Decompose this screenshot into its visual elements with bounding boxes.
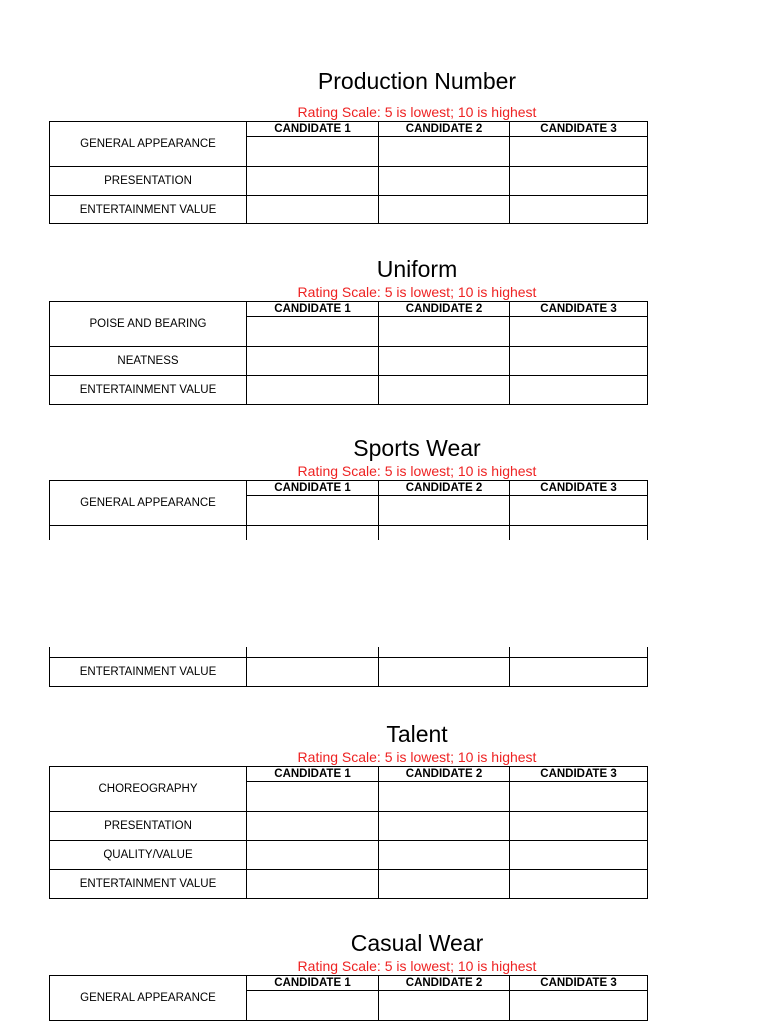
candidate-header: CANDIDATE 1: [247, 767, 379, 782]
score-cell[interactable]: [247, 496, 379, 526]
section-title: Talent: [386, 721, 448, 747]
score-cell[interactable]: [379, 812, 510, 841]
candidate-header: CANDIDATE 2: [379, 976, 510, 991]
candidate-header: CANDIDATE 3: [510, 302, 648, 317]
score-cell[interactable]: [379, 782, 510, 812]
score-cell[interactable]: [379, 137, 510, 167]
rating-scale: Rating Scale: 5 is lowest; 10 is highest: [297, 749, 537, 765]
criterion-label: ENTERTAINMENT VALUE: [50, 376, 247, 405]
score-cell[interactable]: [247, 137, 379, 167]
criterion-label: ENTERTAINMENT VALUE: [50, 658, 247, 687]
page-break-gap: [0, 540, 768, 647]
score-table: [49, 121, 648, 224]
candidate-header: CANDIDATE 2: [379, 767, 510, 782]
score-cell[interactable]: [379, 376, 510, 405]
score-cell[interactable]: [379, 196, 510, 224]
score-cell[interactable]: [247, 196, 379, 224]
score-cell[interactable]: [247, 870, 379, 899]
candidate-header: CANDIDATE 2: [379, 302, 510, 317]
score-cell[interactable]: [379, 317, 510, 347]
score-cell[interactable]: [379, 841, 510, 870]
score-table: [49, 301, 648, 405]
rating-scale: Rating Scale: 5 is lowest; 10 is highest: [297, 104, 537, 120]
score-cell[interactable]: [379, 347, 510, 376]
candidate-header: CANDIDATE 3: [510, 481, 648, 496]
candidate-header: CANDIDATE 1: [247, 976, 379, 991]
criterion-label: CHOREOGRAPHY: [50, 767, 247, 812]
score-cell[interactable]: [379, 991, 510, 1021]
score-cell[interactable]: [379, 167, 510, 196]
score-cell[interactable]: [247, 841, 379, 870]
score-table: [49, 766, 648, 899]
criterion-label: ENTERTAINMENT VALUE: [50, 870, 247, 899]
score-cell[interactable]: [510, 137, 648, 167]
score-cell[interactable]: [247, 782, 379, 812]
score-cell[interactable]: [379, 870, 510, 899]
criterion-label: NEATNESS: [50, 347, 247, 376]
score-cell[interactable]: [510, 812, 648, 841]
score-cell[interactable]: [510, 317, 648, 347]
criterion-label: GENERAL APPEARANCE: [50, 976, 247, 1021]
score-cell[interactable]: [247, 347, 379, 376]
candidate-header: CANDIDATE 3: [510, 122, 648, 137]
candidate-header: CANDIDATE 2: [379, 481, 510, 496]
score-cell[interactable]: [510, 347, 648, 376]
section-title: Sports Wear: [353, 435, 481, 461]
candidate-header: CANDIDATE 1: [247, 481, 379, 496]
criterion-label: QUALITY/VALUE: [50, 841, 247, 870]
criterion-label: ENTERTAINMENT VALUE: [50, 196, 247, 224]
score-cell[interactable]: [247, 991, 379, 1021]
score-cell[interactable]: [510, 782, 648, 812]
rating-scale: Rating Scale: 5 is lowest; 10 is highest: [297, 958, 537, 974]
section-title: Casual Wear: [350, 930, 484, 956]
criterion-label: POISE AND BEARING: [50, 302, 247, 347]
score-cell[interactable]: [247, 317, 379, 347]
score-cell[interactable]: [247, 167, 379, 196]
criterion-label: GENERAL APPEARANCE: [50, 122, 247, 167]
candidate-header: CANDIDATE 1: [247, 122, 379, 137]
score-cell[interactable]: [379, 496, 510, 526]
rating-scale: Rating Scale: 5 is lowest; 10 is highest: [297, 463, 537, 479]
score-cell[interactable]: [247, 658, 379, 687]
score-cell[interactable]: [510, 870, 648, 899]
score-cell[interactable]: [510, 841, 648, 870]
rating-scale: Rating Scale: 5 is lowest; 10 is highest: [297, 284, 537, 300]
score-cell[interactable]: [379, 658, 510, 687]
criterion-label: PRESENTATION: [50, 167, 247, 196]
candidate-header: CANDIDATE 2: [379, 122, 510, 137]
score-cell[interactable]: [510, 167, 648, 196]
section-title: Uniform: [376, 256, 458, 282]
score-table: [49, 975, 648, 1021]
candidate-header: CANDIDATE 3: [510, 767, 648, 782]
score-cell[interactable]: [247, 376, 379, 405]
candidate-header: CANDIDATE 1: [247, 302, 379, 317]
score-cell[interactable]: [510, 991, 648, 1021]
section-title: Production Number: [317, 68, 517, 94]
criterion-label: GENERAL APPEARANCE: [50, 481, 247, 526]
candidate-header: CANDIDATE 3: [510, 976, 648, 991]
score-cell[interactable]: [247, 812, 379, 841]
score-cell[interactable]: [510, 196, 648, 224]
criterion-label: PRESENTATION: [50, 812, 247, 841]
score-cell[interactable]: [510, 658, 648, 687]
score-cell[interactable]: [510, 496, 648, 526]
score-cell[interactable]: [510, 376, 648, 405]
